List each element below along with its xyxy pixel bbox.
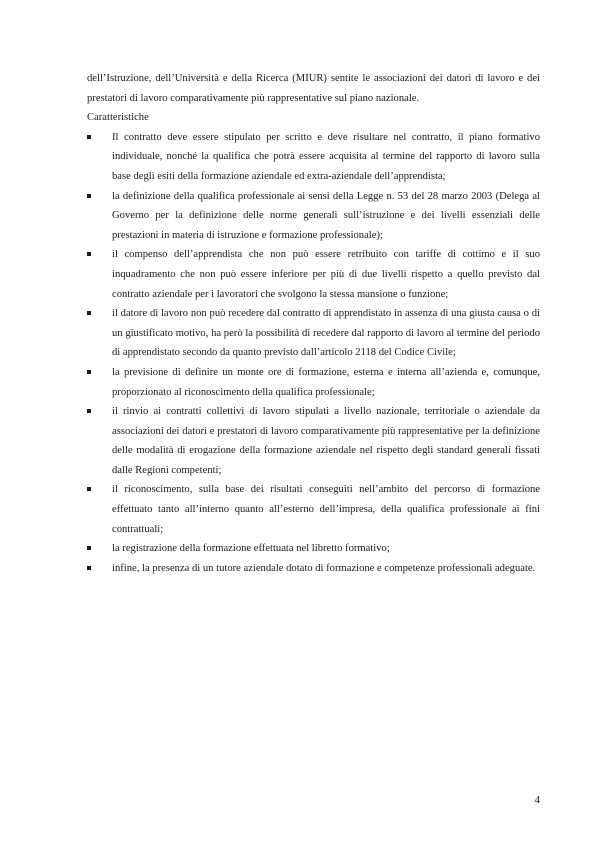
- bullet-icon: [87, 546, 91, 550]
- bullet-icon: [87, 311, 91, 315]
- list-item-text: infine, la presenza di un tutore aziendale dotato di formazione e competenze professionali adeguate.: [112, 562, 536, 574]
- list-item-text: il rinvio ai contratti collettivi di lavoro stipulati a livello nazionale, territoriale o aziendale da associazioni dei datori e prestatori di lavoro comparativamente più rappresentative per la definizione delle modalità di erogazione della formazione aziendale nel rispetto degli standard generali fissati dalle Regioni competenti;: [112, 406, 540, 476]
- list-item: [87, 363, 540, 402]
- bullet-icon: [87, 370, 91, 374]
- bullet-icon: [87, 487, 91, 491]
- list-item: [87, 480, 540, 539]
- intro-paragraph: dell’Istruzione, dell’Università e della Ricerca (MIUR) sentite le associazioni dei datori di lavoro e dei prestatori di lavoro comparativamente più rappresentative sul piano nazionale.: [87, 73, 540, 104]
- list-item: [87, 559, 540, 579]
- section-heading: Caratteristiche: [87, 112, 149, 124]
- list-item: [87, 187, 540, 246]
- list-item-text: la registrazione della formazione effettuata nel libretto formativo;: [112, 543, 390, 555]
- list-item-text: la definizione della qualifica professionale ai sensi della Legge n. 53 del 28 marzo 2003 (Delega al Governo per la definizione delle norme generali sull’istruzione e dei livelli essenziali delle prestazioni in materia di istruzione e formazione professionale);: [112, 190, 540, 241]
- list-item-text: la previsione di definire un monte ore di formazione, esterna e interna all’azienda e, comunque, proporzionato al riconoscimento della qualifica professionale;: [112, 366, 540, 398]
- page-content: [87, 69, 540, 578]
- list-item: [87, 539, 540, 559]
- list-item: [87, 304, 540, 363]
- page-number: 4: [534, 794, 540, 806]
- bullet-icon: [87, 566, 91, 570]
- list-item: [87, 402, 540, 480]
- list-item-text: il compenso dell’apprendista che non può essere retribuito con tariffe di cottimo e il suo inquadramento che non può essere inferiore per più di due livelli rispetto a quello previsto dal contratto aziendale per i lavoratori che svolgono la stessa mansione o funzione;: [112, 249, 540, 300]
- bullet-icon: [87, 252, 91, 256]
- list-item-text: il riconoscimento, sulla base dei risultati conseguiti nell’ambito del percorso di formazione effettuato tanto all’interno quanto all’esterno dell’impresa, della qualifica professionale ai fini contrattuali;: [112, 484, 540, 535]
- bullet-icon: [87, 194, 91, 198]
- list-item-text: Il contratto deve essere stipulato per scritto e deve risultare nel contratto, il piano formativo individuale, nonché la qualifica che potrà essere acquisita al termine del rapporto di lavoro sulla base degli esiti della formazione aziendale ed extra-aziendale dell’apprendista;: [112, 131, 540, 182]
- bullet-icon: [87, 135, 91, 139]
- characteristics-list: [87, 128, 540, 579]
- list-item: [87, 245, 540, 304]
- list-item: [87, 128, 540, 187]
- list-item-text: il datore di lavoro non può recedere dal contratto di apprendistato in assenza di una giusta causa o di un giustificato motivo, ha però la possibilità di recedere dal rapporto di lavoro al termine del periodo di apprendistato secondo da quanto previsto dall’articolo 2118 del Codice Civile;: [112, 308, 540, 359]
- bullet-icon: [87, 409, 91, 413]
